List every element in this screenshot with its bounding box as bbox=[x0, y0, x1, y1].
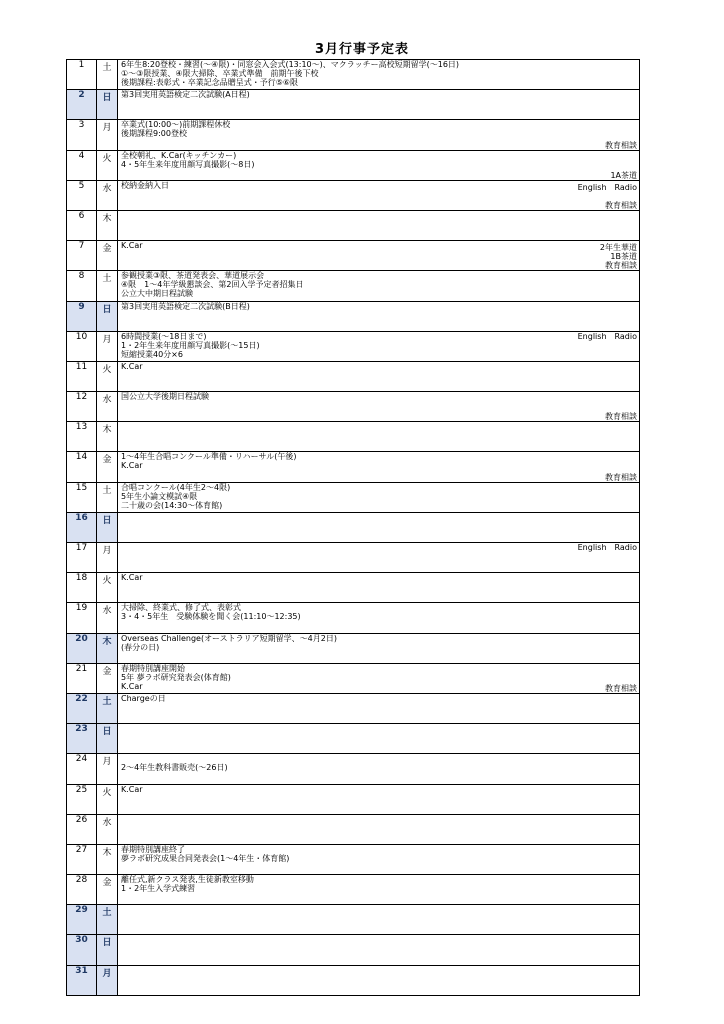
date-cell: 4 bbox=[67, 150, 97, 180]
date-cell: 1 bbox=[67, 60, 97, 90]
event-line: 参観授業③限、茶道発表会、華道展示会 bbox=[121, 271, 265, 281]
date-cell: 3 bbox=[67, 120, 97, 150]
table-row bbox=[67, 422, 640, 452]
date-cell: 26 bbox=[67, 814, 97, 844]
right-notes bbox=[578, 332, 637, 341]
table-row bbox=[67, 90, 640, 120]
table-row bbox=[67, 693, 640, 723]
event-line: Overseas Challenge(オーストラリア短期留学、～4月2日) bbox=[121, 633, 337, 643]
event-cell bbox=[118, 361, 640, 391]
date-cell: 7 bbox=[67, 241, 97, 271]
event-cell bbox=[118, 633, 640, 663]
weekday-cell: 火 bbox=[97, 573, 118, 603]
event-line: 夢ラボ研究成果合同発表会(1～4年生・体育館) bbox=[121, 853, 290, 863]
event-line: 合唱コンクール(4年生2～4限) bbox=[121, 482, 231, 492]
weekday-cell: 金 bbox=[97, 663, 118, 693]
event-line: K.Car bbox=[121, 681, 143, 691]
date-cell: 13 bbox=[67, 422, 97, 452]
weekday-cell: 水 bbox=[97, 180, 118, 210]
event-line: 1～4年生合唱コンクール準備・リハーサル(午後) bbox=[121, 452, 297, 462]
event-line: ①～③限授業、④限大掃除、卒業式準備 前期午後下校 bbox=[121, 69, 319, 78]
event-line: 2～4年生教科書販売(～26日) bbox=[121, 763, 228, 773]
event-lines bbox=[118, 332, 639, 359]
table-row bbox=[67, 180, 640, 210]
table-row bbox=[67, 150, 640, 180]
event-line: 1・2年生来年度用顔写真撮影(～15日) bbox=[121, 340, 260, 350]
event-cell bbox=[118, 392, 640, 422]
event-lines bbox=[118, 694, 639, 703]
date-cell: 2 bbox=[67, 90, 97, 120]
weekday-cell: 火 bbox=[97, 784, 118, 814]
event-line: 短縮授業40分×6 bbox=[121, 349, 183, 359]
right-notes bbox=[578, 183, 637, 210]
weekday-cell: 木 bbox=[97, 210, 118, 240]
event-cell bbox=[118, 693, 640, 723]
weekday-cell: 金 bbox=[97, 875, 118, 905]
right-notes bbox=[605, 412, 637, 421]
event-lines bbox=[118, 362, 639, 371]
right-note: 1B茶道 bbox=[610, 252, 637, 262]
event-line: 春期特別講座開始 bbox=[121, 663, 185, 673]
date-cell: 20 bbox=[67, 633, 97, 663]
weekday-cell: 水 bbox=[97, 392, 118, 422]
table-row bbox=[67, 573, 640, 603]
event-lines bbox=[118, 664, 639, 691]
weekday-cell: 日 bbox=[97, 301, 118, 331]
event-cell bbox=[118, 905, 640, 935]
table-row bbox=[67, 392, 640, 422]
event-cell bbox=[118, 784, 640, 814]
date-cell: 25 bbox=[67, 784, 97, 814]
weekday-cell: 木 bbox=[97, 844, 118, 874]
right-note: 1A茶道 bbox=[610, 170, 637, 180]
date-cell: 28 bbox=[67, 875, 97, 905]
event-line: 1・2年生入学式練習 bbox=[121, 884, 196, 894]
event-line: 離任式,新クラス発表,生徒新教室移動 bbox=[121, 875, 254, 885]
event-lines bbox=[118, 90, 639, 99]
event-line: 後期課程9:00登校 bbox=[121, 129, 187, 139]
table-row bbox=[67, 210, 640, 240]
right-note: 教育相談 bbox=[605, 472, 637, 482]
table-row bbox=[67, 120, 640, 150]
right-notes bbox=[600, 243, 637, 270]
event-lines bbox=[118, 181, 639, 190]
event-cell bbox=[118, 724, 640, 754]
date-cell: 11 bbox=[67, 361, 97, 391]
table-row bbox=[67, 814, 640, 844]
table-row bbox=[67, 452, 640, 482]
table-row bbox=[67, 724, 640, 754]
right-notes bbox=[605, 684, 637, 693]
date-cell: 10 bbox=[67, 331, 97, 361]
event-line: K.Car bbox=[121, 573, 143, 583]
weekday-cell: 月 bbox=[97, 331, 118, 361]
event-cell bbox=[118, 301, 640, 331]
event-line: Chargeの日 bbox=[121, 693, 166, 703]
date-cell: 24 bbox=[67, 754, 97, 784]
weekday-cell: 日 bbox=[97, 935, 118, 965]
table-row bbox=[67, 784, 640, 814]
table-row bbox=[67, 875, 640, 905]
date-cell: 22 bbox=[67, 693, 97, 723]
table-row bbox=[67, 271, 640, 301]
weekday-cell: 土 bbox=[97, 60, 118, 90]
table-row bbox=[67, 905, 640, 935]
event-cell bbox=[118, 150, 640, 180]
event-lines bbox=[118, 754, 639, 772]
date-cell: 17 bbox=[67, 543, 97, 573]
event-line: 二十歳の会(14:30～体育館) bbox=[121, 500, 223, 510]
event-cell bbox=[118, 754, 640, 784]
event-lines bbox=[118, 452, 639, 470]
table-row bbox=[67, 965, 640, 995]
weekday-cell: 水 bbox=[97, 603, 118, 633]
event-line: (春分の日) bbox=[121, 642, 160, 652]
event-cell bbox=[118, 210, 640, 240]
event-line: 第3回実用英語検定二次試験(A日程) bbox=[121, 90, 250, 100]
date-cell: 18 bbox=[67, 573, 97, 603]
weekday-cell: 土 bbox=[97, 271, 118, 301]
right-note: 教育相談 bbox=[605, 683, 637, 693]
weekday-cell: 日 bbox=[97, 724, 118, 754]
event-cell bbox=[118, 120, 640, 150]
event-lines bbox=[118, 120, 639, 138]
date-cell: 27 bbox=[67, 844, 97, 874]
right-note: English Radio bbox=[577, 543, 637, 552]
event-cell bbox=[118, 814, 640, 844]
event-cell bbox=[118, 573, 640, 603]
event-line bbox=[121, 754, 639, 763]
weekday-cell: 日 bbox=[97, 90, 118, 120]
right-note: 教育相談 bbox=[605, 200, 637, 210]
date-cell: 6 bbox=[67, 210, 97, 240]
event-line: 4・5年生来年度用顔写真撮影(～8日) bbox=[121, 159, 255, 169]
event-cell bbox=[118, 90, 640, 120]
event-cell bbox=[118, 331, 640, 361]
event-cell bbox=[118, 241, 640, 271]
event-lines bbox=[118, 634, 639, 652]
event-lines bbox=[118, 785, 639, 794]
weekday-cell: 月 bbox=[97, 754, 118, 784]
weekday-cell: 火 bbox=[97, 150, 118, 180]
event-line: 5年 夢ラボ研究発表会(体育館) bbox=[121, 672, 231, 682]
event-cell bbox=[118, 844, 640, 874]
weekday-cell: 木 bbox=[97, 633, 118, 663]
event-cell bbox=[118, 663, 640, 693]
date-cell: 31 bbox=[67, 965, 97, 995]
event-lines bbox=[118, 875, 639, 893]
date-cell: 23 bbox=[67, 724, 97, 754]
weekday-cell: 火 bbox=[97, 361, 118, 391]
date-cell: 19 bbox=[67, 603, 97, 633]
date-cell: 14 bbox=[67, 452, 97, 482]
event-line: 6時間授業(～18日まで) bbox=[121, 331, 207, 341]
right-notes bbox=[605, 473, 637, 482]
date-cell: 15 bbox=[67, 482, 97, 512]
event-line: K.Car bbox=[121, 361, 143, 371]
event-cell bbox=[118, 603, 640, 633]
table-row bbox=[67, 844, 640, 874]
weekday-cell: 水 bbox=[97, 814, 118, 844]
event-lines bbox=[118, 603, 639, 621]
event-lines bbox=[118, 60, 639, 87]
weekday-cell: 月 bbox=[97, 965, 118, 995]
date-cell: 30 bbox=[67, 935, 97, 965]
date-cell: 9 bbox=[67, 301, 97, 331]
weekday-cell: 土 bbox=[97, 905, 118, 935]
weekday-cell: 木 bbox=[97, 422, 118, 452]
weekday-cell: 金 bbox=[97, 452, 118, 482]
date-cell: 12 bbox=[67, 392, 97, 422]
table-row bbox=[67, 60, 640, 90]
right-note bbox=[578, 192, 637, 201]
event-line: 公立大中期日程試験 bbox=[121, 289, 193, 299]
weekday-cell: 金 bbox=[97, 241, 118, 271]
event-line: ④限 1～4年学級懇談会、第2回入学予定者招集日 bbox=[121, 280, 304, 290]
event-lines bbox=[118, 271, 639, 298]
right-note: 教育相談 bbox=[605, 261, 637, 271]
event-line: K.Car bbox=[121, 784, 143, 794]
right-notes bbox=[605, 141, 637, 150]
event-line: 第3回実用英語検定二次試験(B日程) bbox=[121, 301, 250, 311]
table-row bbox=[67, 543, 640, 573]
event-cell bbox=[118, 935, 640, 965]
event-lines bbox=[118, 241, 639, 253]
date-cell: 5 bbox=[67, 180, 97, 210]
event-line: 全校朝礼、K.Car(キッチンカー) bbox=[121, 150, 237, 160]
right-note: 教育相談 bbox=[605, 140, 637, 150]
table-row bbox=[67, 754, 640, 784]
weekday-cell: 月 bbox=[97, 120, 118, 150]
event-cell bbox=[118, 543, 640, 573]
event-line: K.Car bbox=[121, 241, 143, 251]
event-lines bbox=[118, 151, 639, 169]
event-cell bbox=[118, 965, 640, 995]
weekday-cell: 月 bbox=[97, 543, 118, 573]
table-row bbox=[67, 241, 640, 271]
weekday-cell: 土 bbox=[97, 693, 118, 723]
date-cell: 21 bbox=[67, 663, 97, 693]
event-line: 6年生8:20登校・練習(～④限)・同窓会入会式(13:10～)、マクラッチー高校短期留学(～16日) bbox=[121, 60, 460, 69]
table-row bbox=[67, 482, 640, 512]
event-cell bbox=[118, 180, 640, 210]
page-title: 3月行事予定表 bbox=[314, 42, 410, 57]
weekday-cell: 日 bbox=[97, 512, 118, 542]
event-lines bbox=[118, 392, 639, 401]
event-line: 大掃除、終業式、修了式、表彰式 bbox=[121, 603, 241, 613]
event-cell bbox=[118, 512, 640, 542]
right-note: English Radio bbox=[577, 331, 637, 341]
date-cell: 16 bbox=[67, 512, 97, 542]
right-note: 2年生華道 bbox=[599, 243, 637, 253]
event-cell bbox=[118, 482, 640, 512]
right-note: English Radio bbox=[577, 182, 637, 192]
weekday-cell: 土 bbox=[97, 482, 118, 512]
event-line: 校納金納入日 bbox=[121, 180, 169, 190]
table-row bbox=[67, 603, 640, 633]
event-cell bbox=[118, 875, 640, 905]
event-lines bbox=[118, 302, 639, 311]
date-cell: 8 bbox=[67, 271, 97, 301]
table-row bbox=[67, 512, 640, 542]
right-note: 教育相談 bbox=[605, 412, 637, 422]
right-notes bbox=[610, 171, 637, 180]
event-line: 国公立大学後期日程試験 bbox=[121, 392, 209, 402]
event-lines bbox=[118, 845, 639, 863]
event-cell bbox=[118, 271, 640, 301]
schedule-table bbox=[66, 59, 640, 996]
date-cell: 29 bbox=[67, 905, 97, 935]
table-row bbox=[67, 361, 640, 391]
event-cell bbox=[118, 422, 640, 452]
event-lines bbox=[118, 573, 639, 582]
event-line: 後期課程:表彰式・卒業記念品贈呈式・予行⑤⑥限 bbox=[121, 78, 299, 87]
event-line: 春期特別講座終了 bbox=[121, 844, 185, 854]
table-row bbox=[67, 301, 640, 331]
table-row bbox=[67, 935, 640, 965]
event-line: 卒業式(10:00～)前期課程休校 bbox=[121, 120, 231, 130]
event-line: K.Car bbox=[121, 461, 143, 471]
table-row bbox=[67, 331, 640, 361]
table-row bbox=[67, 663, 640, 693]
event-cell bbox=[118, 60, 640, 90]
table-row bbox=[67, 633, 640, 663]
event-line: 3・4・5年生 受験体験を聞く会(11:10～12:35) bbox=[121, 612, 301, 622]
event-line: 5年生小論文模試④限 bbox=[121, 491, 198, 501]
event-cell bbox=[118, 452, 640, 482]
event-lines bbox=[118, 483, 639, 510]
right-notes bbox=[578, 543, 637, 552]
